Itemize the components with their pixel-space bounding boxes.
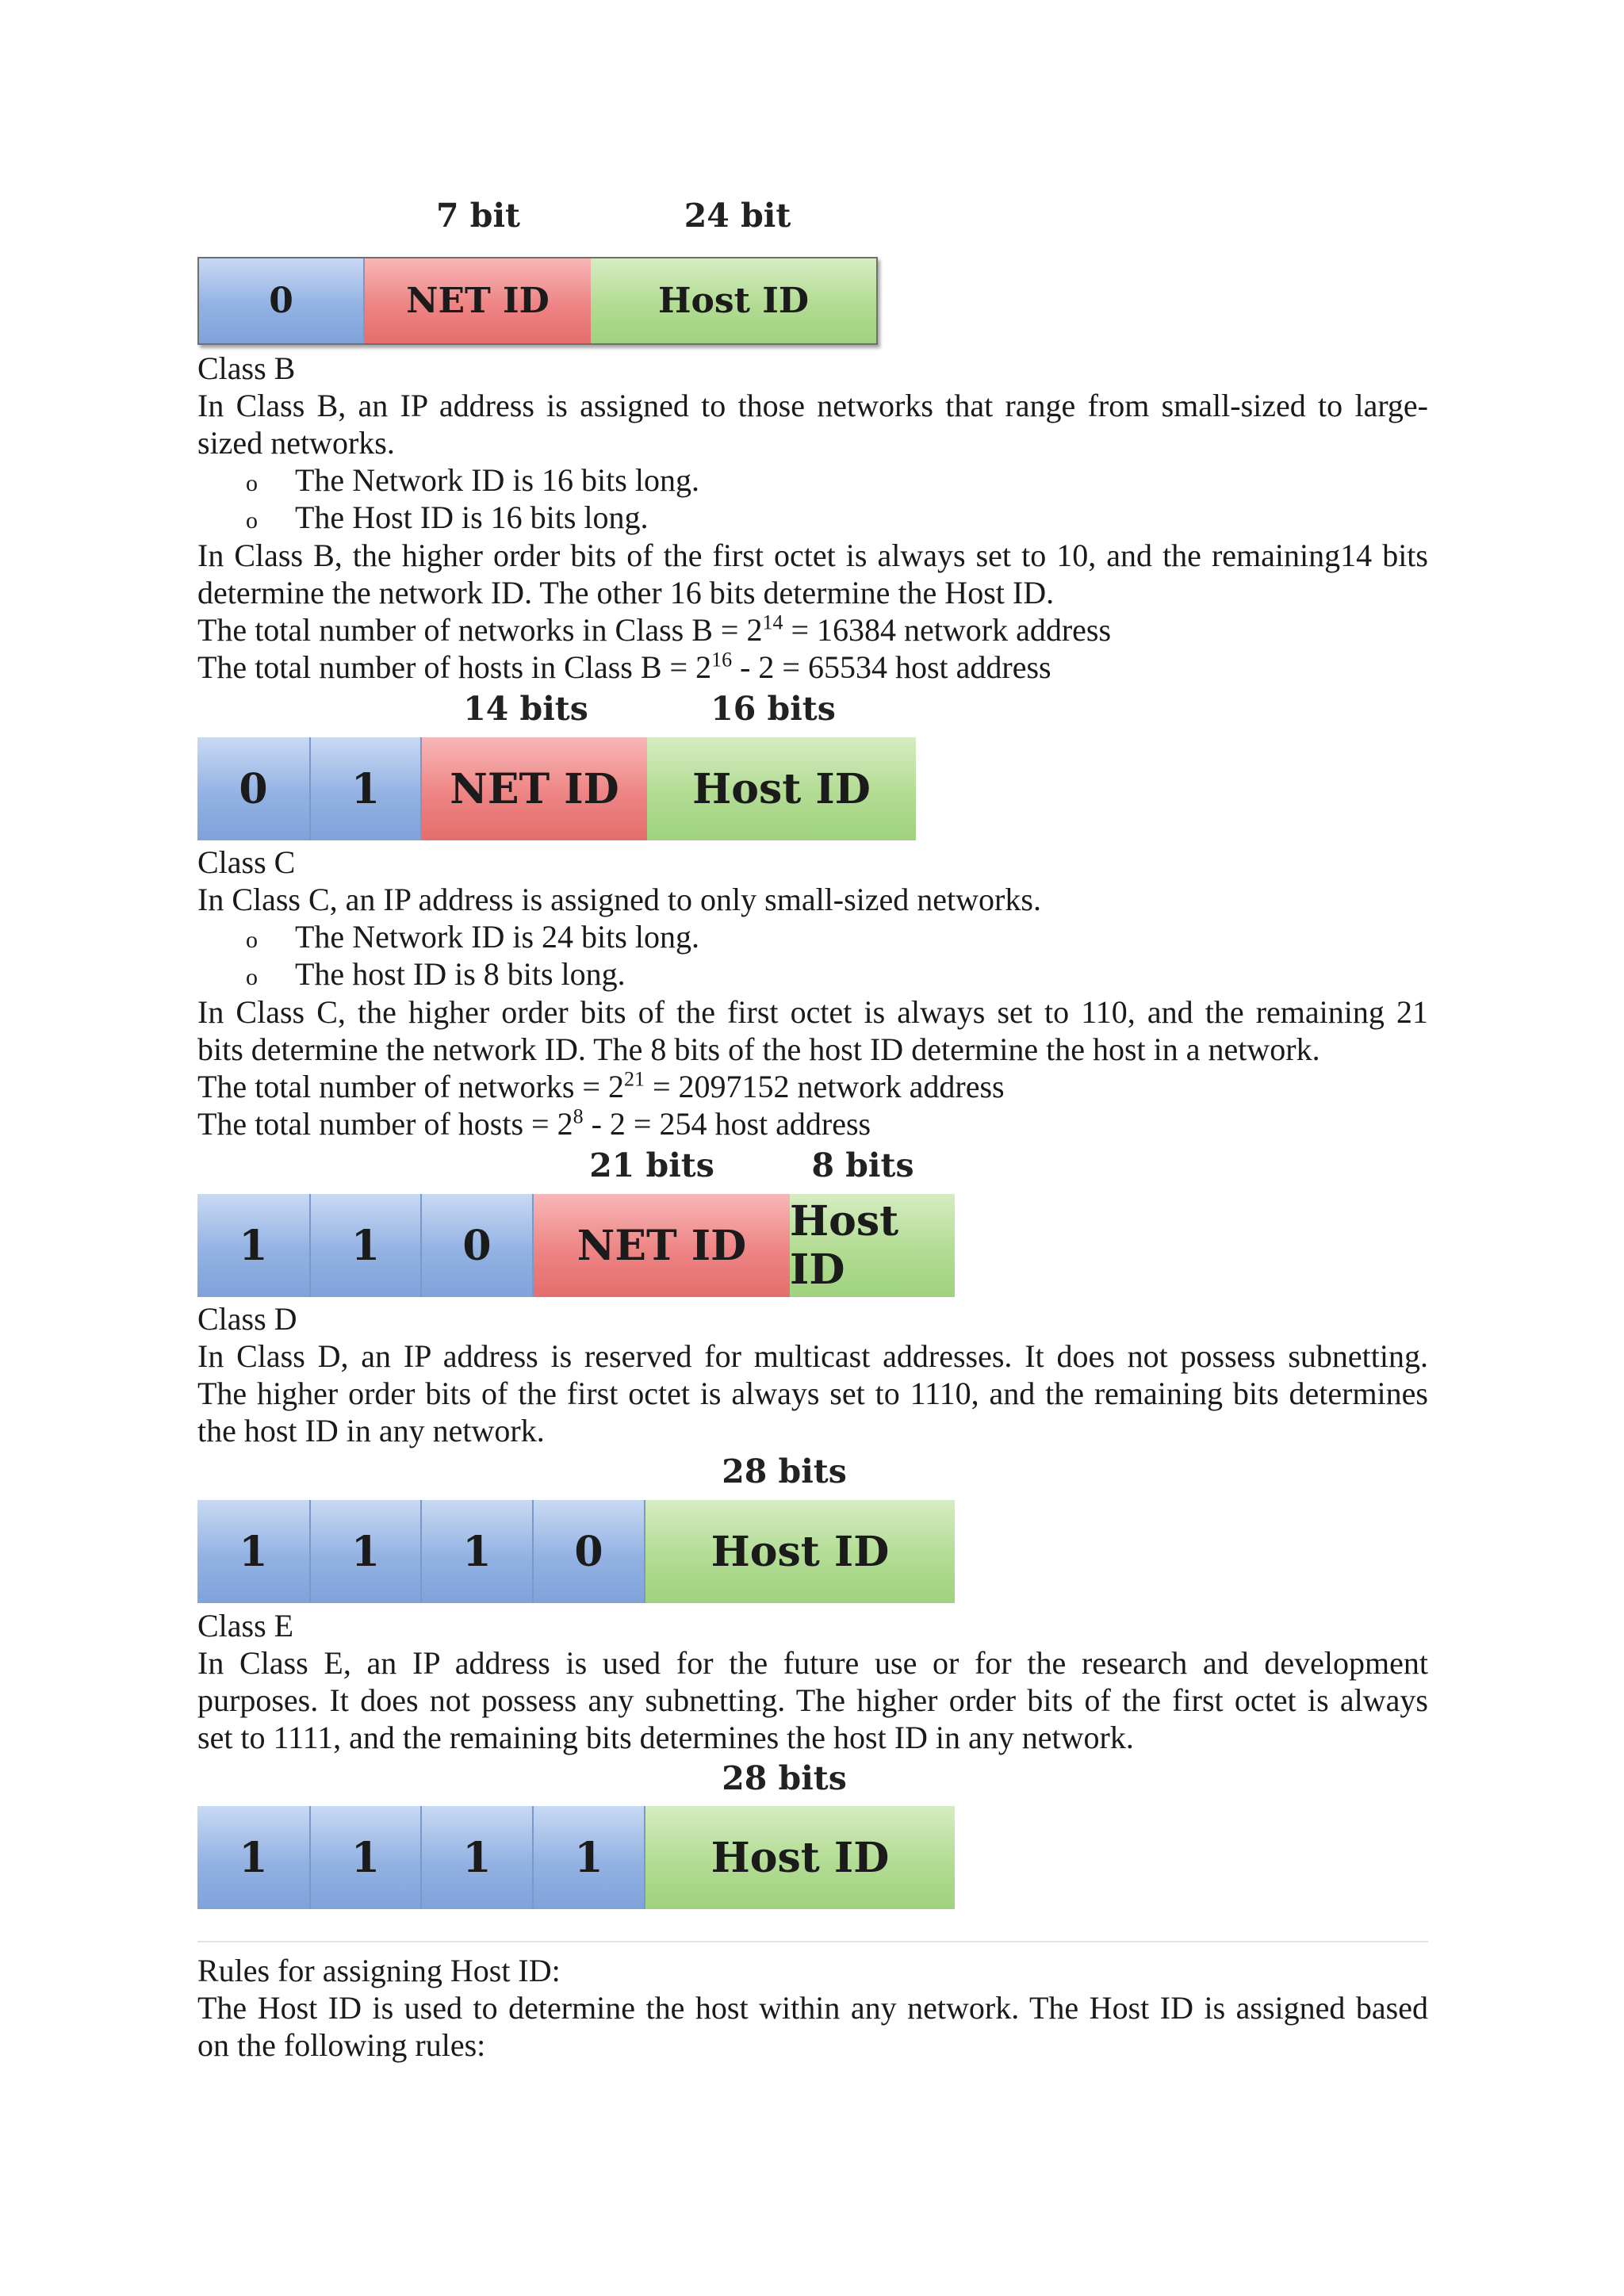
class-b-diagram: [197, 737, 916, 840]
class-c-heading: Class C: [197, 844, 296, 880]
class-e-heading: Class E: [197, 1608, 294, 1644]
class-d-body-line-1: In Class D, an IP address is reserved for multicast addresses. It does not possess subnetting.: [197, 1338, 1428, 1374]
class-e-diagram-header-host: 28 bits: [722, 1759, 847, 1797]
diagram-a: [197, 257, 878, 345]
formula-exponent: 21: [624, 1067, 645, 1091]
rules-heading: Rules for assigning Host ID:: [197, 1953, 561, 1988]
diagram-a-header-host: 24 bit: [684, 197, 791, 235]
class-b-networks-formula: [197, 611, 1111, 649]
bullet-marker: o: [246, 507, 258, 534]
class-d-bit-cell: 1: [197, 1500, 311, 1603]
diagram-a-host-id-cell: Host ID: [591, 258, 876, 343]
class-b-diagram-header-host: 16 bits: [710, 690, 836, 728]
class-b-body-line-2: determine the network ID. The other 16 bits determine the Host ID.: [197, 575, 1055, 610]
class-b-bullet-host: The Host ID is 16 bits long.: [295, 499, 649, 535]
class-d-body-line-3: the host ID in any network.: [197, 1413, 545, 1448]
diagram-a-bit-cell: 0: [199, 258, 365, 343]
class-b-bit-cell: 1: [311, 737, 422, 840]
formula-text: The total number of networks = 2: [197, 1069, 624, 1104]
class-c-intro: In Class C, an IP address is assigned to only small-sized networks.: [197, 882, 1041, 917]
class-d-body-line-2: The higher order bits of the first octet is always set to 1110, and the remaining bits determines: [197, 1376, 1428, 1411]
class-c-body-line-2: bits determine the network ID. The 8 bits of the host ID determine the host in a network.: [197, 1031, 1320, 1067]
class-c-networks-formula: [197, 1068, 1005, 1105]
class-e-bit-cell: 1: [311, 1806, 422, 1909]
class-b-hosts-formula: [197, 649, 1051, 686]
formula-exponent: 16: [711, 648, 733, 672]
class-b-bullet-network: The Network ID is 16 bits long.: [295, 462, 699, 498]
class-e-host-id-cell: Host ID: [645, 1806, 955, 1909]
class-c-bit-cell: 0: [422, 1194, 534, 1297]
formula-text: The total number of hosts in Class B = 2: [197, 649, 712, 685]
class-e-body-line-1: In Class E, an IP address is used for the future use or for the research and development: [197, 1645, 1428, 1681]
class-c-diagram-header-net: 21 bits: [589, 1146, 714, 1184]
formula-result: = 16384 network address: [783, 612, 1112, 648]
class-c-net-id-cell: NET ID: [534, 1194, 790, 1297]
class-d-diagram: [197, 1500, 955, 1603]
formula-text: The total number of hosts = 2: [197, 1106, 573, 1142]
class-c-bit-cell: 1: [311, 1194, 422, 1297]
class-d-bit-cell: 1: [311, 1500, 422, 1603]
bullet-marker: o: [246, 964, 258, 990]
diagram-a-net-id-cell: NET ID: [365, 258, 591, 343]
class-e-diagram: [197, 1806, 955, 1909]
class-b-intro-line-2: sized networks.: [197, 425, 395, 461]
formula-result: - 2 = 254 host address: [583, 1106, 871, 1142]
formula-exponent: 14: [762, 610, 783, 634]
class-b-diagram-header-net: 14 bits: [463, 690, 588, 728]
class-c-bullet-network: The Network ID is 24 bits long.: [295, 919, 699, 955]
class-c-hosts-formula: [197, 1105, 871, 1142]
section-divider: [197, 1941, 1428, 1942]
class-e-body-line-3: set to 1111, and the remaining bits determines the host ID in any network.: [197, 1720, 1134, 1755]
class-e-bit-cell: 1: [534, 1806, 645, 1909]
class-b-bit-cell: 0: [197, 737, 311, 840]
bullet-marker: o: [246, 927, 258, 953]
class-b-heading: Class B: [197, 350, 296, 386]
class-c-bullet-host: The host ID is 8 bits long.: [295, 956, 626, 992]
class-d-bit-cell: 0: [534, 1500, 645, 1603]
class-c-diagram: [197, 1194, 955, 1297]
formula-result: = 2097152 network address: [645, 1069, 1005, 1104]
class-d-host-id-cell: Host ID: [645, 1500, 955, 1603]
diagram-a-header-net: 7 bit: [436, 197, 520, 235]
class-e-bit-cell: 1: [197, 1806, 311, 1909]
class-d-bit-cell: 1: [422, 1500, 534, 1603]
rules-body-line-1: The Host ID is used to determine the host within any network. The Host ID is assigned based: [197, 1990, 1428, 2026]
class-d-diagram-header-host: 28 bits: [722, 1452, 847, 1490]
class-e-body-line-2: purposes. It does not possess any subnetting. The higher order bits of the first octet is always: [197, 1682, 1428, 1718]
formula-exponent: 8: [573, 1104, 584, 1128]
class-c-diagram-header-host: 8 bits: [811, 1146, 914, 1184]
class-e-bit-cell: 1: [422, 1806, 534, 1909]
class-b-host-id-cell: Host ID: [647, 737, 916, 840]
class-b-net-id-cell: NET ID: [422, 737, 647, 840]
formula-result: - 2 = 65534 host address: [732, 649, 1051, 685]
class-d-heading: Class D: [197, 1301, 297, 1337]
rules-body-line-2: on the following rules:: [197, 2027, 486, 2063]
bullet-marker: o: [246, 470, 258, 496]
class-c-host-id-cell: Host ID: [790, 1194, 955, 1297]
class-c-bit-cell: 1: [197, 1194, 311, 1297]
class-b-intro-line-1: In Class B, an IP address is assigned to those networks that range from small-sized to large-: [197, 388, 1428, 423]
class-c-body-line-1: In Class C, the higher order bits of the first octet is always set to 110, and the remaining 21: [197, 994, 1428, 1030]
class-b-body-line-1: In Class B, the higher order bits of the first octet is always set to 10, and the remaining14 bits: [197, 538, 1428, 573]
formula-text: The total number of networks in Class B = 2: [197, 612, 763, 648]
